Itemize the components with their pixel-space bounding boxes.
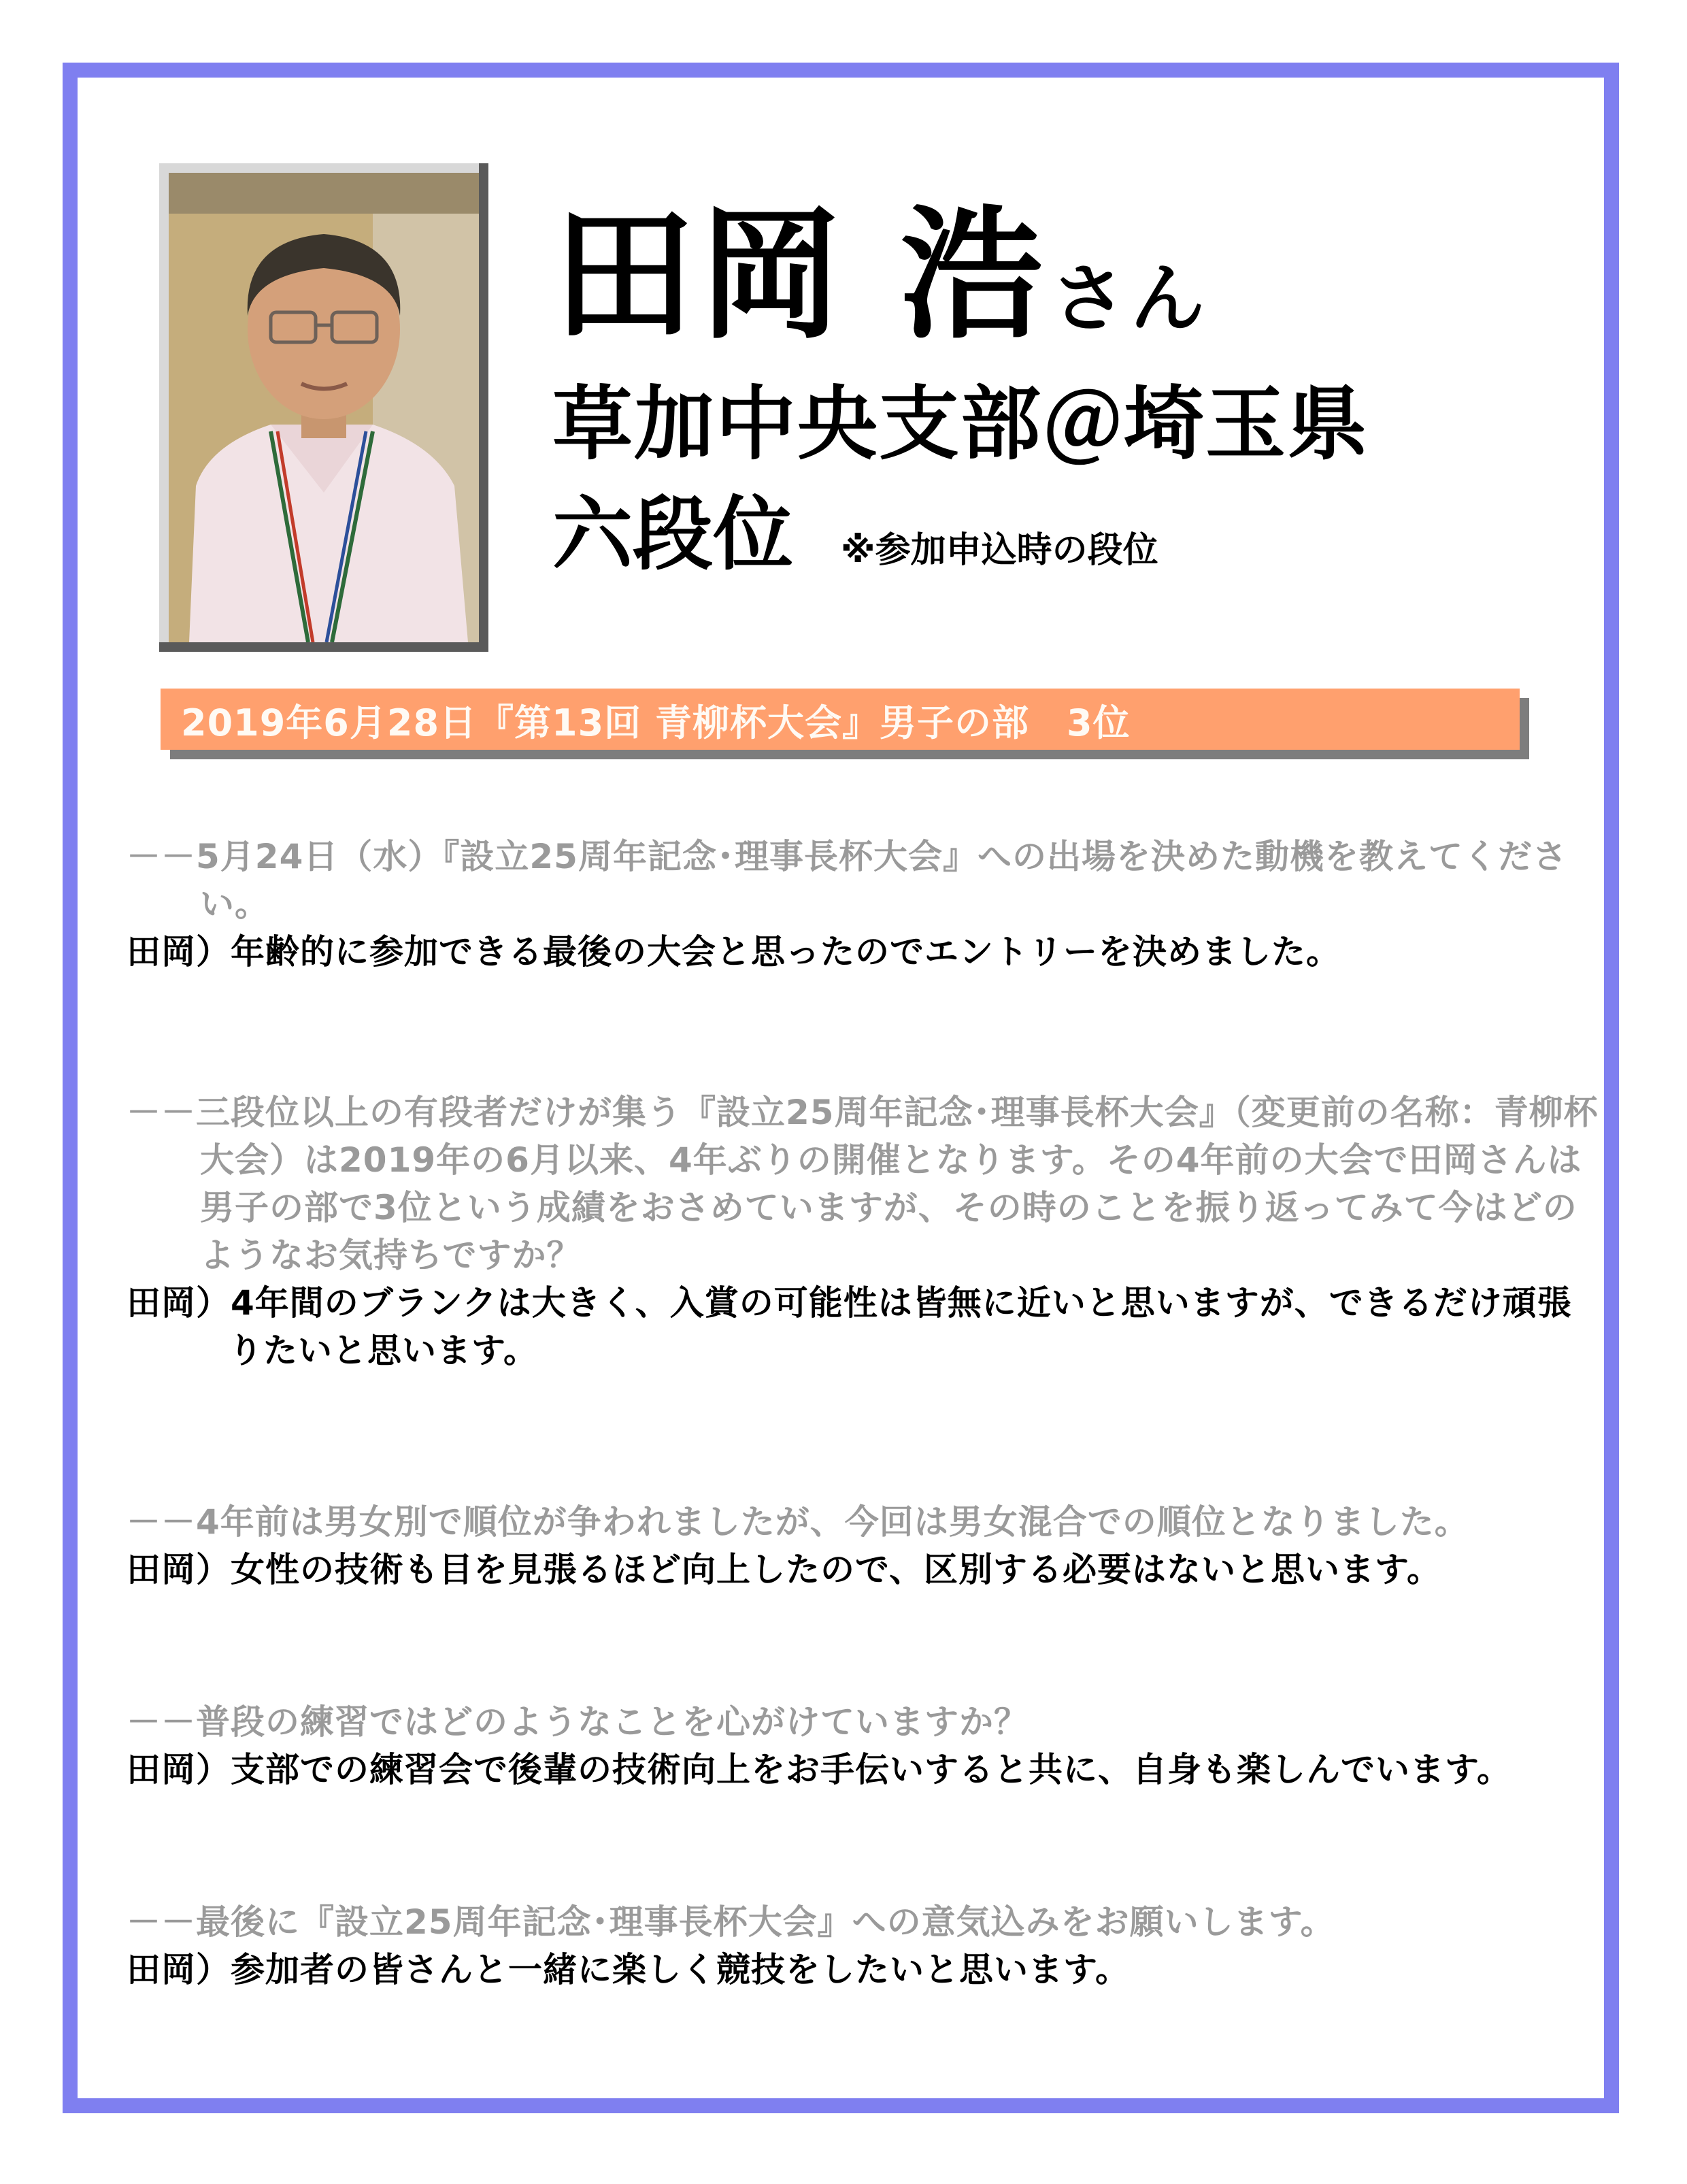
rank: 六段位 bbox=[552, 487, 794, 581]
person-name-line bbox=[552, 192, 1369, 359]
question: －－最後に『設立25周年記念･理事長杯大会』への意気込みをお願いします。 bbox=[127, 1902, 1335, 1942]
qa-item bbox=[127, 1898, 1603, 1993]
profile-header bbox=[552, 192, 1369, 581]
question: －－4年前は男女別で順位が争われましたが、今回は男女混合での順位となりました。 bbox=[127, 1502, 1469, 1542]
qa-item bbox=[127, 1498, 1603, 1593]
qa-item bbox=[127, 1698, 1603, 1793]
achievement-text: 2019年6月28日『第13回 青柳杯大会』男子の部 3位 bbox=[181, 701, 1131, 744]
question: －－普段の練習ではどのようなことを心がけていますか？ bbox=[127, 1702, 1029, 1742]
person-name: 田岡 浩 bbox=[552, 192, 1048, 359]
question: －－三段位以上の有段者だけが集う『設立25周年記念･理事長杯大会』（変更前の名称：青柳杯大会）は2019年の6月以来、4年ぶりの開催となります。その4年前の大会で田岡さんは男子の部で3位という成績をおさめていますが、その時のことを振り返ってみて今はどのようなお気持ちですか？ bbox=[127, 1093, 1599, 1275]
honorific: さん bbox=[1051, 255, 1209, 342]
qa-item bbox=[127, 833, 1603, 976]
rank-note: ※参加申込時の段位 bbox=[841, 530, 1158, 571]
answer: 田岡）女性の技術も目を見張るほど向上したので、区別する必要はないと思います。 bbox=[127, 1550, 1441, 1589]
question: －－5月24日（水）『設立25周年記念･理事長杯大会』への出場を決めた動機を教えてください。 bbox=[127, 837, 1567, 924]
answer: 田岡）支部での練習会で後輩の技術向上をお手伝いすると共に、自身も楽しんでいます。 bbox=[127, 1750, 1511, 1789]
portrait-frame bbox=[159, 163, 488, 652]
branch-name: 草加中央支部＠埼玉県 bbox=[552, 377, 1369, 471]
answer: 田岡）年齢的に参加できる最後の大会と思ったのでエントリーを決めました。 bbox=[127, 932, 1341, 972]
rank-line bbox=[552, 487, 1369, 581]
answer: 田岡）4年間のブランクは大きく、入賞の可能性は皆無に近いと思いますが、できるだけ頑張りたいと思います。 bbox=[127, 1283, 1572, 1370]
portrait-photo bbox=[169, 173, 479, 642]
qa-item bbox=[127, 1089, 1603, 1374]
answer: 田岡）参加者の皆さんと一緒に楽しく競技をしたいと思います。 bbox=[127, 1950, 1130, 1989]
achievement-banner bbox=[161, 689, 1520, 750]
